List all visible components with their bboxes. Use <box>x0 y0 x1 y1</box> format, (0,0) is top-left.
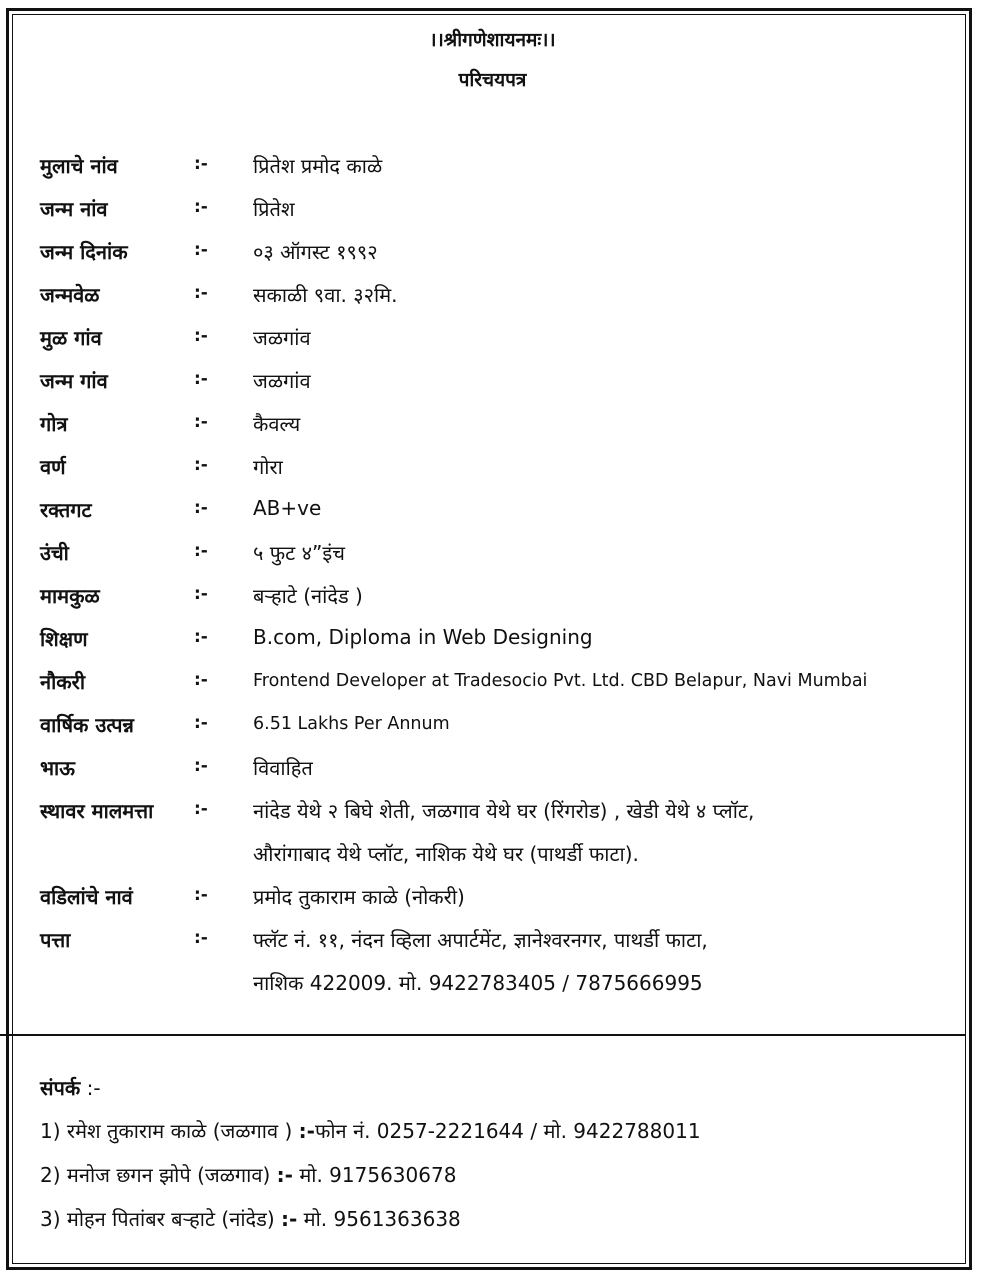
field-label: गोत्र <box>40 412 68 436</box>
field-separator: :- <box>194 584 208 604</box>
field-label: मामकुळ <box>40 584 100 608</box>
contact-separator: :- <box>276 1163 293 1187</box>
field-row-job <box>40 668 960 708</box>
field-row-birth-village <box>40 367 960 407</box>
field-value: फ्लॅट नं. ११, नंदन व्हिला अपार्टमेंट, ज्ञानेश्वरनगर, पाथर्डी फाटा, <box>253 928 708 952</box>
field-separator: :- <box>194 756 208 776</box>
field-row-complexion <box>40 453 960 493</box>
field-separator: :- <box>194 541 208 561</box>
field-separator: :- <box>194 369 208 389</box>
field-separator: :- <box>194 498 208 518</box>
field-label: भाऊ <box>40 756 75 780</box>
field-separator: :- <box>194 154 208 174</box>
field-value-continued: नाशिक 422009. मो. 9422783405 / 7875666995 <box>253 971 703 995</box>
field-row-birth-date <box>40 238 960 278</box>
field-row-father-name <box>40 883 960 923</box>
field-separator: :- <box>194 627 208 647</box>
contact-number: 2) <box>40 1163 61 1187</box>
document-title: परिचयपत्र <box>458 69 527 91</box>
field-label: जन्म गांव <box>40 369 108 393</box>
field-row-blood-group <box>40 496 960 536</box>
contacts-title: संपर्क <box>40 1076 81 1100</box>
field-value: नांदेड येथे २ बिघे शेती, जळगाव येथे घर (रिंगरोड) , खेडी येथे ४ प्लॉट, <box>253 799 755 823</box>
field-label: नौकरी <box>40 670 85 694</box>
contact-detail: फोन नं. 0257-2221644 / मो. 9422788011 <box>314 1119 701 1143</box>
field-value: जळगांव <box>253 326 311 350</box>
field-label: जन्म नांव <box>40 197 108 221</box>
field-separator: :- <box>194 283 208 303</box>
field-value: Frontend Developer at Tradesocio Pvt. Ltd. CBD Belapur, Navi Mumbai <box>253 671 868 691</box>
field-label: रक्तगट <box>40 498 92 522</box>
contact-separator: :- <box>298 1119 315 1143</box>
field-row-gotra <box>40 410 960 450</box>
field-value: गोरा <box>253 455 283 479</box>
field-value: B.com, Diploma in Web Designing <box>253 625 593 649</box>
divider-tick <box>0 1034 12 1036</box>
field-separator: :- <box>194 885 208 905</box>
field-value: प्रितेश <box>253 197 295 221</box>
field-value: AB+ve <box>253 496 322 520</box>
field-row-education <box>40 625 960 665</box>
field-separator: :- <box>194 412 208 432</box>
field-separator: :- <box>194 197 208 217</box>
section-divider <box>12 1034 966 1036</box>
field-value: प्रितेश प्रमोद काळे <box>253 154 383 178</box>
field-value: ५ फुट ४”इंच <box>253 541 345 565</box>
field-row-height <box>40 539 960 579</box>
field-label: वार्षिक उत्पन्न <box>40 713 134 737</box>
field-separator: :- <box>194 326 208 346</box>
field-value: कैवल्य <box>253 412 301 436</box>
field-separator: :- <box>194 713 208 733</box>
contact-detail: मो. 9175630678 <box>299 1163 457 1187</box>
field-value-continued: औरांगाबाद येथे प्लॉट, नाशिक येथे घर (पाथर्डी फाटा). <box>253 842 639 866</box>
contact-name: मनोज छगन झोपे (जळगाव) <box>66 1163 271 1187</box>
contact-name: रमेश तुकाराम काळे (जळगाव ) <box>66 1119 293 1143</box>
field-separator: :- <box>194 928 208 948</box>
field-separator: :- <box>194 455 208 475</box>
contact-number: 3) <box>40 1207 61 1231</box>
field-separator: :- <box>194 240 208 260</box>
field-row-property <box>40 797 960 881</box>
field-value: विवाहित <box>253 756 313 780</box>
field-row-birth-name <box>40 195 960 235</box>
field-value: 6.51 Lakhs Per Annum <box>253 714 450 734</box>
field-row-address <box>40 926 960 1010</box>
field-label: मुळ गांव <box>40 326 102 350</box>
contacts-heading <box>40 1074 101 1101</box>
field-value: ०३ ऑगस्ट १९९२ <box>253 240 378 264</box>
field-separator: :- <box>194 670 208 690</box>
field-label: पत्ता <box>40 928 71 952</box>
field-label: वडिलांचे नावं <box>40 885 133 909</box>
field-value: जळगांव <box>253 369 311 393</box>
field-separator: :- <box>194 799 208 819</box>
field-label: स्थावर मालमत्ता <box>40 799 154 823</box>
field-row-maternal-family <box>40 582 960 622</box>
contact-name: मोहन पितांबर बऱ्हाटे (नांदेड) <box>66 1207 275 1231</box>
field-row-birth-time <box>40 281 960 321</box>
contact-item <box>40 1117 701 1144</box>
contact-number: 1) <box>40 1119 61 1143</box>
field-value: प्रमोद तुकाराम काळे (नोकरी) <box>253 885 465 909</box>
invocation-heading: ।।श्रीगणेशायनमः।। <box>429 29 556 51</box>
field-row-annual-income <box>40 711 960 751</box>
field-value: सकाळी ९वा. ३२मि. <box>253 283 398 307</box>
field-row-brother <box>40 754 960 794</box>
field-label: मुलाचे नांव <box>40 154 118 178</box>
field-label: वर्ण <box>40 455 66 479</box>
contact-separator: :- <box>281 1207 298 1231</box>
field-label: उंची <box>40 541 69 565</box>
contact-item <box>40 1161 456 1188</box>
field-label: जन्मवेळ <box>40 283 100 307</box>
contacts-title-separator: :- <box>86 1076 101 1100</box>
field-row-boy-name <box>40 152 960 192</box>
field-value: बऱ्हाटे (नांदेड ) <box>253 584 363 608</box>
field-row-native-village <box>40 324 960 364</box>
contact-item <box>40 1205 461 1232</box>
field-label: जन्म दिनांक <box>40 240 128 264</box>
contact-detail: मो. 9561363638 <box>303 1207 461 1231</box>
field-label: शिक्षण <box>40 627 88 651</box>
